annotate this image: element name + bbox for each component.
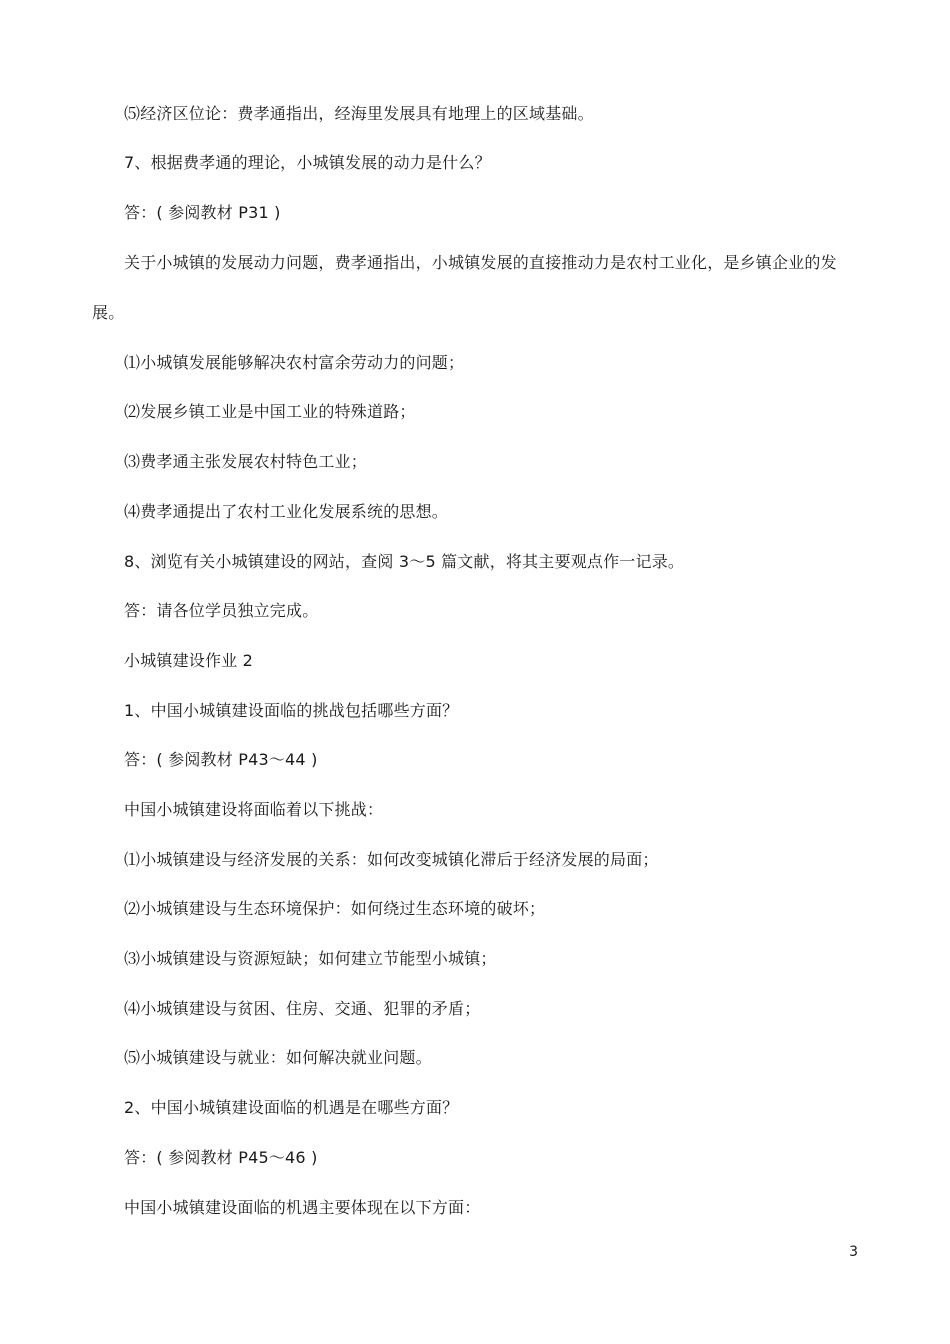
- answer-text: 答：请各位学员独立完成。: [124, 601, 319, 620]
- list-item: ⑵小城镇建设与生态环境保护：如何绕过生态环境的破坏；: [124, 899, 546, 918]
- question-heading: 8、浏览有关小城镇建设的网站，查阅 3～5 篇文献，将其主要观点作一记录。: [124, 552, 685, 571]
- paragraph-line: 中国小城镇建设将面临着以下挑战：: [124, 800, 384, 819]
- list-item: ⑷小城镇建设与贫困、住房、交通、犯罪的矛盾；: [124, 999, 481, 1018]
- section-title: 小城镇建设作业 2: [124, 651, 254, 670]
- text-line: ⑸经济区位论：费孝通指出，经海里发展具有地理上的区域基础。: [124, 104, 594, 123]
- page-number: 3: [849, 1244, 858, 1260]
- paragraph-line-continued: 展。: [92, 303, 125, 322]
- list-item: ⑴小城镇发展能够解决农村富余劳动力的问题；: [124, 353, 465, 372]
- question-heading: 1、中国小城镇建设面临的挑战包括哪些方面？: [124, 701, 459, 720]
- paragraph-line: 关于小城镇的发展动力问题，费孝通指出，小城镇发展的直接推动力是农村工业化，是乡镇企业的发: [124, 253, 837, 272]
- question-heading: 7、根据费孝通的理论，小城镇发展的动力是什么？: [124, 153, 491, 172]
- list-item: ⑸小城镇建设与就业：如何解决就业问题。: [124, 1048, 432, 1067]
- paragraph-line: 中国小城镇建设面临的机遇主要体现在以下方面：: [124, 1198, 481, 1217]
- answer-reference: 答：( 参阅教材 P31 ): [124, 203, 281, 222]
- question-heading: 2、中国小城镇建设面临的机遇是在哪些方面？: [124, 1098, 459, 1117]
- list-item: ⑶费孝通主张发展农村特色工业；: [124, 452, 368, 471]
- list-item: ⑴小城镇建设与经济发展的关系：如何改变城镇化滞后于经济发展的局面；: [124, 850, 659, 869]
- list-item: ⑷费孝通提出了农村工业化发展系统的思想。: [124, 502, 449, 521]
- list-item: ⑶小城镇建设与资源短缺；如何建立节能型小城镇；: [124, 949, 497, 968]
- answer-reference: 答：( 参阅教材 P43～44 ): [124, 750, 318, 769]
- answer-reference: 答：( 参阅教材 P45～46 ): [124, 1148, 318, 1167]
- list-item: ⑵发展乡镇工业是中国工业的特殊道路；: [124, 402, 416, 421]
